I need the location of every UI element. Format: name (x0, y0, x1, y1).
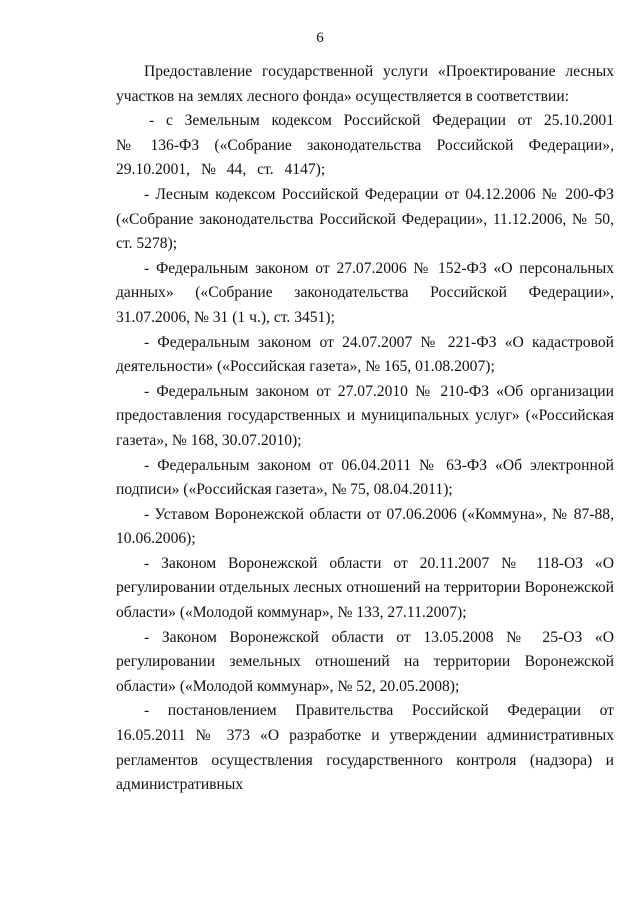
legal-basis-item-regional-forest-law: - Законом Воронежской области от 20.11.2007 № 118-ОЗ «О регулировании отдельных лесных отношений на территории Воронежской области» («Молодой коммунар», № 133, 27.11.2007); (116, 554, 614, 622)
legal-basis-item-e-signature-law: - Федеральным законом от 06.04.2011 № 63-ФЗ «Об электронной подписи» («Российская газета», № 75, 08.04.2011); (116, 456, 614, 499)
legal-basis-item-personal-data-law: - Федеральным законом от 27.07.2006 № 152-ФЗ «О персональных данных» («Собрание законодательства Российской Федерации», 31.07.2006, № 31 (1 ч.), ст. 3451); (116, 259, 614, 326)
legal-basis-item-regional-land-law: - Законом Воронежской области от 13.05.2008 № 25-ОЗ «О регулировании земельных отношений на территории Воронежской области» («Молодой коммунар», № 52, 20.05.2008); (116, 628, 614, 695)
document-body (116, 60, 614, 798)
page-number: 6 (316, 30, 324, 46)
legal-basis-item-government-decree: - постановлением Правительства Российской Федерации от 16.05.2011 № 373 «О разработке и утверждении административных регламентов осуществления государственного контроля (надзора) и административных (116, 702, 614, 794)
legal-basis-item-regional-charter: - Уставом Воронежской области от 07.06.2006 («Коммуна», № 87-88, 10.06.2006); (116, 505, 614, 548)
legal-basis-item-public-services-law: - Федеральным законом от 27.07.2010 № 210-ФЗ «Об организации предоставления государственных и муниципальных услуг» («Российская газета», № 168, 30.07.2010); (116, 382, 614, 449)
legal-basis-item-forest-code: - Лесным кодексом Российской Федерации от 04.12.2006 № 200-ФЗ («Собрание законодательства Российской Федерации», 11.12.2006, № 50, ст. 5278); (116, 185, 614, 253)
intro-paragraph: Предоставление государственной услуги «Проектирование лесных участков на землях лесного фонда» осуществляется в соответствии: (116, 63, 614, 105)
legal-basis-item-land-code: - с Земельным кодексом Российской Федерации от 25.10.2001 № 136-ФЗ («Собрание законодательства Российской Федерации», 29.10.2001, № 44, ст. 4147); (116, 112, 614, 179)
legal-basis-item-cadastral-law: - Федеральным законом от 24.07.2007 № 221-ФЗ «О кадастровой деятельности» («Российская газета», № 165, 01.08.2007); (116, 333, 614, 376)
